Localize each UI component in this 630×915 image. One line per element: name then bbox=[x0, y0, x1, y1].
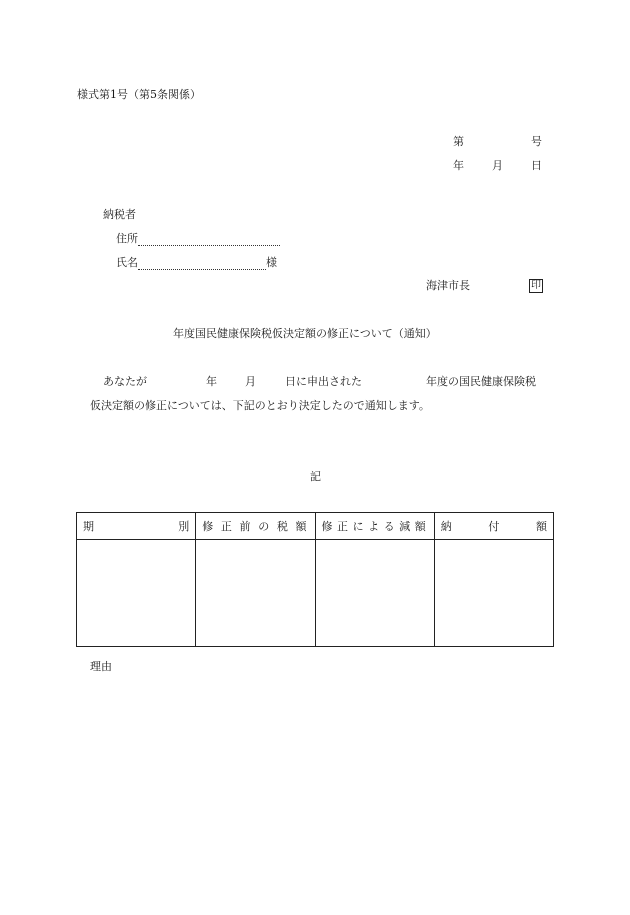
number-go: 号 bbox=[531, 135, 542, 148]
body-p2: 日に申出された bbox=[285, 375, 362, 388]
table-header-row bbox=[77, 513, 554, 540]
address-row bbox=[116, 232, 280, 246]
table-row bbox=[77, 540, 554, 647]
address-line bbox=[138, 233, 280, 246]
taxpayer-label: 納税者 bbox=[103, 208, 136, 221]
cell-reduction bbox=[315, 540, 434, 647]
name-line bbox=[138, 257, 266, 270]
col-reduction-header: 修正による減額 bbox=[315, 513, 434, 540]
name-label: 氏名 bbox=[116, 256, 138, 269]
date-year: 年 bbox=[453, 159, 464, 172]
col-before-tax-header: 修正前の税額 bbox=[196, 513, 315, 540]
ki-label: 記 bbox=[310, 470, 321, 483]
honorific: 様 bbox=[266, 256, 277, 269]
name-row bbox=[116, 256, 277, 270]
form-id: 様式第1号（第5条関係） bbox=[77, 88, 201, 101]
amount-table bbox=[76, 512, 554, 647]
body-p3: 年度の国民健康保険税 bbox=[426, 375, 536, 388]
body-month: 月 bbox=[245, 375, 256, 388]
date-month: 月 bbox=[492, 159, 503, 172]
issuer-title: 海津市長 bbox=[426, 279, 470, 292]
col-period-header: 期 別 bbox=[77, 513, 196, 540]
body-p1: あなたが bbox=[103, 375, 147, 388]
date-day: 日 bbox=[531, 159, 542, 172]
body-line2: 仮決定額の修正については、下記のとおり決定したので通知します。 bbox=[90, 399, 430, 412]
document-title: 年度国民健康保険税仮決定額の修正について（通知） bbox=[173, 327, 437, 340]
reason-label: 理由 bbox=[90, 660, 112, 673]
cell-period bbox=[77, 540, 196, 647]
cell-before-tax bbox=[196, 540, 315, 647]
address-label: 住所 bbox=[116, 232, 138, 245]
cell-payment bbox=[434, 540, 553, 647]
body-year: 年 bbox=[206, 375, 217, 388]
seal-mark: 印 bbox=[531, 280, 541, 291]
col-payment-header: 納 付 額 bbox=[434, 513, 553, 540]
number-dai: 第 bbox=[453, 135, 464, 148]
